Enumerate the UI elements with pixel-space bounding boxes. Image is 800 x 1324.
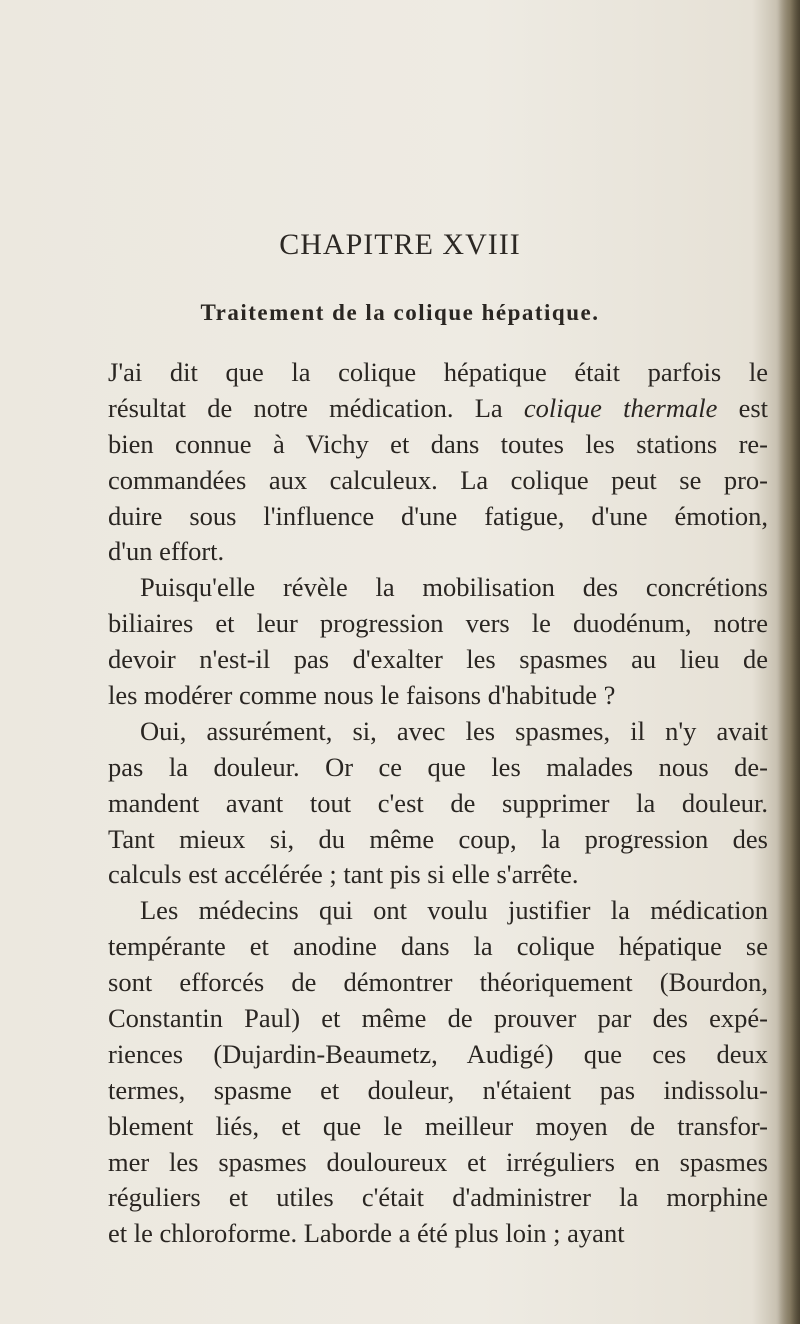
text-line: bien connue à Vichy et dans toutes les stations re- <box>108 428 768 459</box>
text-line: termes, spasme et douleur, n'étaient pas indissolu- <box>108 1074 768 1105</box>
text-line: mandent avant tout c'est de supprimer la douleur. <box>108 787 768 818</box>
text-line: d'un effort. <box>108 536 225 567</box>
text-line: pas la douleur. Or ce que les malades nous de- <box>108 751 768 782</box>
text-line: Constantin Paul) et même de prouver par des expé- <box>108 1003 768 1034</box>
text-line: Tant mieux si, du même coup, la progression des <box>108 823 768 854</box>
text-line: blement liés, et que le meilleur moyen de transfor- <box>108 1110 768 1141</box>
text-line: commandées aux calculeux. La colique peut se pro- <box>108 464 768 495</box>
text-line: riences (Dujardin-Beaumetz, Audigé) que ces deux <box>108 1038 768 1069</box>
text-line: les modérer comme nous le faisons d'habitude ? <box>108 680 616 711</box>
text-line: Oui, assurément, si, avec les spasmes, il n'y avait <box>140 715 768 746</box>
text-line: sont efforcés de démontrer théoriquement (Bourdon, <box>108 967 768 998</box>
text-line: réguliers et utiles c'était d'administrer la morphine <box>108 1182 768 1213</box>
text-line: résultat de notre médication. La colique thermale est <box>108 392 769 423</box>
text-line: tempérante et anodine dans la colique hépatique se <box>108 931 768 962</box>
text-line: Puisqu'elle révèle la mobilisation des concrétions <box>140 572 768 603</box>
page-edge-shadow <box>778 0 800 1324</box>
text-line: et le chloroforme. Laborde a été plus loin ; ayant <box>108 1218 625 1249</box>
section-title: Traitement de la colique hépatique. <box>200 300 600 325</box>
text-line: duire sous l'influence d'une fatigue, d'une émotion, <box>108 500 768 531</box>
text-line: biliaires et leur progression vers le duodénum, notre <box>108 608 768 639</box>
text-line: Les médecins qui ont voulu justifier la médication <box>140 895 768 926</box>
chapter-title: CHAPITRE XVIII <box>279 228 521 261</box>
text-line: mer les spasmes douloureux et irréguliers en spasmes <box>108 1146 768 1177</box>
text-line: devoir n'est-il pas d'exalter les spasmes au lieu de <box>108 644 768 675</box>
text-line: calculs est accélérée ; tant pis si elle s'arrête. <box>108 859 579 890</box>
text-line: J'ai dit que la colique hépatique était parfois le <box>108 357 768 387</box>
body-text <box>108 355 768 1252</box>
